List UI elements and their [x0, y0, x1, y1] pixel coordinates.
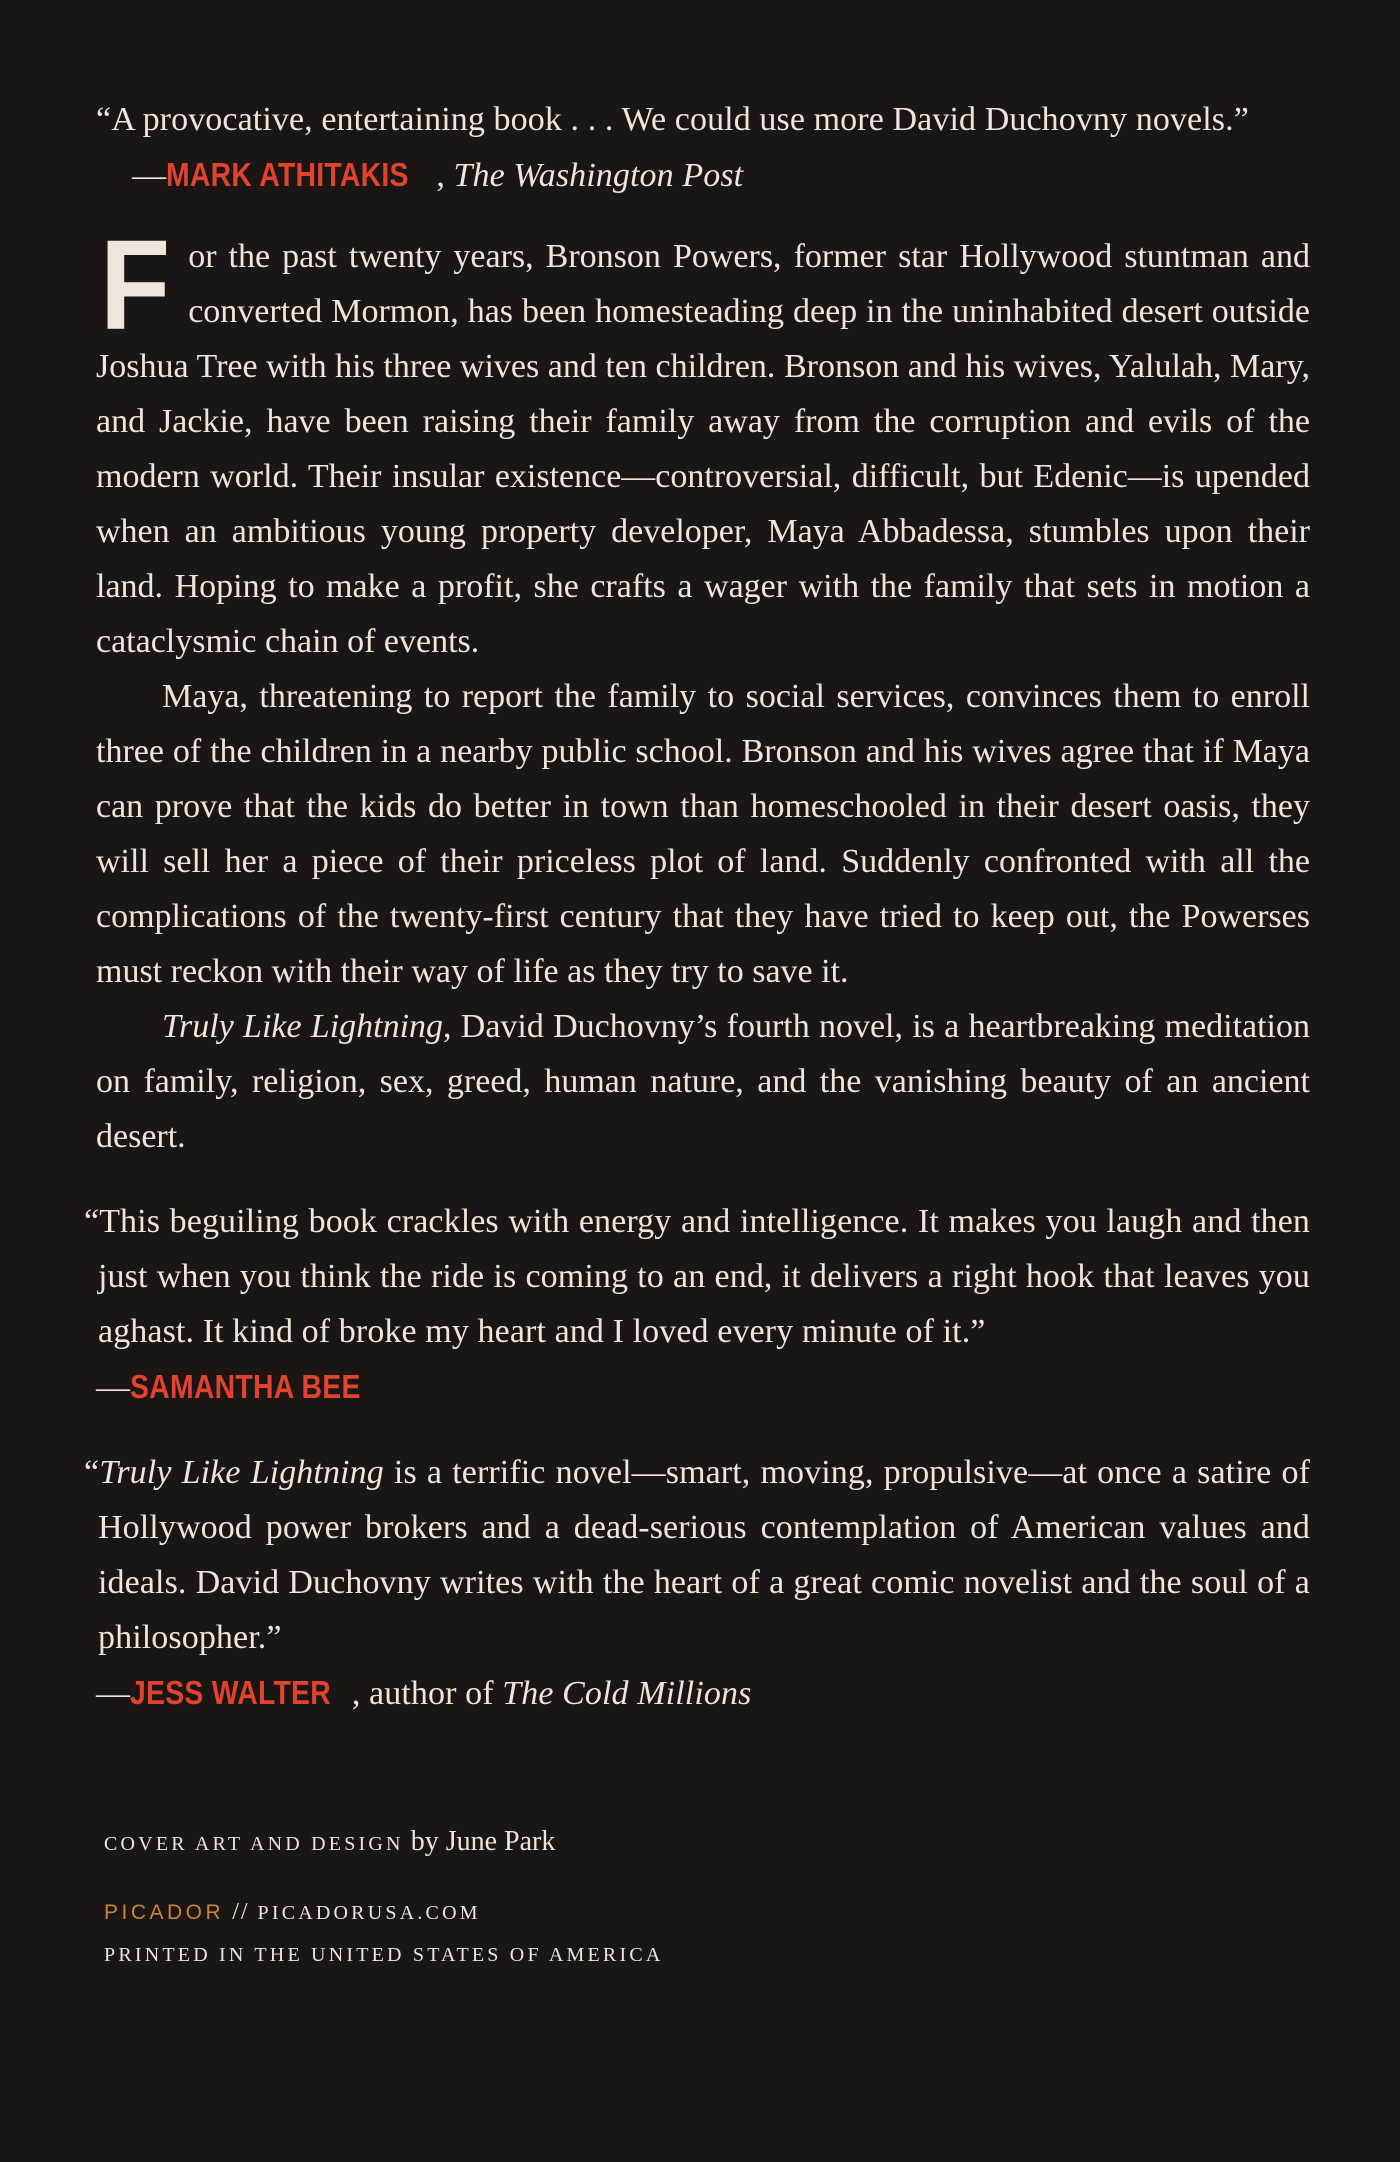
quote-text: “This beguiling book crackles with energy and intelligence. It makes you laugh and then just when you think the ride is coming to an end, it delivers a right hook that leaves you aghast. It kind of broke my heart and I loved every minute of it.” [84, 1203, 1310, 1350]
description-paragraph-3 [96, 999, 1310, 1164]
author-of-label: , author of [351, 1675, 503, 1712]
review-quote-samantha-bee [84, 1194, 1310, 1415]
publisher-line [104, 1892, 1004, 1935]
cover-credit [104, 1822, 1004, 1864]
publisher-logo: PICADOR [104, 1901, 225, 1924]
reviewer-book-title: The Cold Millions [502, 1675, 752, 1712]
publication-name: The Washington Post [453, 157, 744, 194]
reviewer-name: MARK ATHITAKIS [166, 156, 409, 193]
quote-text: “A provocative, entertaining book . . . We could use more David Duchovny novels.” [96, 101, 1249, 138]
reviewer-name: SAMANTHA BEE [130, 1368, 361, 1405]
attribution-dash: — [96, 1369, 131, 1406]
paragraph-1-text: or the past twenty years, Bronson Powers, former star Hollywood stuntman and converted Mormon, has been homesteading deep in the uninhabited desert outside Joshua Tree with his three wives and ten children. Bronson and his wives, Yalulah, Mary, and Jackie, have been raising their family away from the corruption and evils of the modern world. Their insular existence—controversial, difficult, but Edenic—is upended when an ambitious young property developer, Maya Abbadessa, stumbles upon their land. Hoping to make a profit, she crafts a wager with the family that sets in motion a cataclysmic chain of events. [96, 238, 1310, 660]
review-quote-washington-post [96, 92, 1310, 203]
open-quote: “ [84, 1454, 100, 1491]
description-paragraph-1 [96, 214, 1310, 669]
back-cover [84, 92, 1310, 1721]
publisher-website[interactable]: PICADORUSA.COM [257, 1902, 481, 1924]
paragraph-3-text: , David Duchovny’s fourth novel, is a heartbreaking meditation on family, religion, sex, greed, human nature, and the vanishing beauty of an ancient desert. [96, 1008, 1310, 1155]
attribution-separator: , [436, 157, 454, 194]
book-title: Truly Like Lightning [99, 1454, 384, 1491]
quote-attribution [96, 1359, 1310, 1415]
cover-credit-designer: by June Park [403, 1826, 556, 1857]
quote-body: is a terrific novel—smart, moving, propulsive—at once a satire of Hollywood power brokers and a dead-serious contemplation of American values and ideals. David Duchovny writes with the heart of a great comic novelist and the soul of a philosopher.” [98, 1454, 1310, 1656]
book-title: Truly Like Lightning [162, 1008, 444, 1045]
description-paragraph-2: Maya, threatening to report the family to social services, convinces them to enroll three of the children in a nearby public school. Bronson and his wives agree that if Maya can prove that the kids do better in town than homeschooled in their desert oasis, they will sell her a piece of their priceless plot of land. Suddenly confronted with all the complications of the twenty-first century that they have tried to keep out, the Powerses must reckon with their way of life as they try to save it. [96, 678, 1310, 990]
publisher-separator: // [224, 1899, 258, 1925]
review-quote-jess-walter [84, 1445, 1310, 1721]
cover-credit-label: COVER ART AND DESIGN [104, 1833, 404, 1855]
drop-cap: F [99, 214, 171, 357]
book-description [96, 214, 1310, 1164]
quote-attribution [96, 1665, 1310, 1721]
attribution-dash: — [132, 157, 167, 194]
quote-text [84, 1445, 1310, 1665]
attribution-dash: — [96, 1675, 131, 1712]
reviewer-name: JESS WALTER [130, 1674, 332, 1711]
printed-in: PRINTED IN THE UNITED STATES OF AMERICA [104, 1944, 664, 1966]
quote-attribution [96, 147, 1310, 203]
credits-block [104, 1822, 1004, 1975]
